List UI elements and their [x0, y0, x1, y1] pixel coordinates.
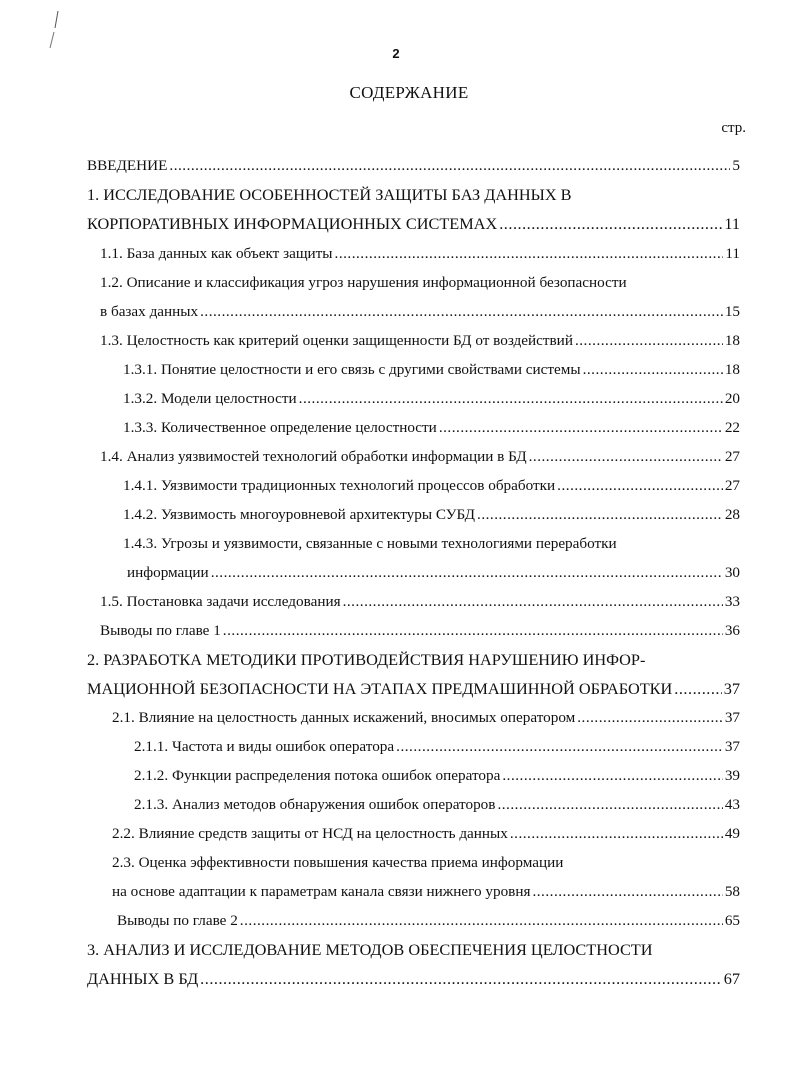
- dot-leader: [200, 298, 723, 326]
- toc-entry-text: 1. ИССЛЕДОВАНИЕ ОСОБЕННОСТЕЙ ЗАЩИТЫ БАЗ ДАННЫХ В: [87, 185, 572, 204]
- toc-entry-1-4-3[interactable]: [123, 530, 740, 558]
- toc-entry-page: 49: [724, 825, 740, 842]
- toc-entry-2-2[interactable]: [112, 820, 740, 848]
- toc-entry-page: 37: [723, 679, 740, 698]
- dot-leader: [674, 675, 721, 703]
- dot-leader: [583, 356, 723, 384]
- toc-entry-text: 2.1. Влияние на целостность данных искажений, вносимых оператором: [112, 709, 576, 726]
- toc-entry-2-1-2[interactable]: [134, 762, 740, 790]
- toc-entry-text: на основе адаптации к параметрам канала связи нижнего уровня: [112, 883, 531, 900]
- toc-entry-text: МАЦИОННОЙ БЕЗОПАСНОСТИ НА ЭТАПАХ ПРЕДМАШИННОЙ ОБРАБОТКИ: [87, 679, 673, 698]
- toc-entry-text: в базах данных: [100, 303, 199, 320]
- toc-entry-page: 58: [724, 883, 740, 900]
- toc-entry-text: 1.4. Анализ уязвимостей технологий обработки информации в БД: [100, 448, 527, 465]
- toc-entry-text: 2. РАЗРАБОТКА МЕТОДИКИ ПРОТИВОДЕЙСТВИЯ НАРУШЕНИЮ ИНФОР-: [87, 650, 646, 669]
- toc-entry-page: 67: [723, 969, 740, 988]
- dot-leader: [240, 907, 723, 935]
- dot-leader: [575, 327, 723, 355]
- toc-entry-text: 2.2. Влияние средств защиты от НСД на целостность данных: [112, 825, 508, 842]
- toc-entry-page: 33: [724, 593, 740, 610]
- toc-entry-page: 27: [724, 477, 740, 494]
- toc-entry-text: 1.3.2. Модели целостности: [123, 390, 297, 407]
- toc-entry-2-1[interactable]: [112, 704, 740, 732]
- page-number: 2: [392, 46, 400, 61]
- toc-entry-text: 3. АНАЛИЗ И ИССЛЕДОВАНИЕ МЕТОДОВ ОБЕСПЕЧЕНИЯ ЦЕЛОСТНОСТИ: [87, 940, 653, 959]
- toc-entry-text: 1.4.1. Уязвимости традиционных технологий процессов обработки: [123, 477, 556, 494]
- toc-entry-1-4-3-cont[interactable]: [127, 559, 740, 587]
- toc-entry-page: 43: [724, 796, 740, 813]
- toc-entry-text: 1.5. Постановка задачи исследования: [100, 593, 341, 610]
- toc-entry-page: 22: [724, 419, 740, 436]
- dot-leader: [510, 820, 723, 848]
- toc-entry-chapter-3-cont[interactable]: [87, 965, 740, 993]
- toc-entry-page: 20: [724, 390, 740, 407]
- toc-entry-page: 37: [724, 709, 740, 726]
- toc-entry-page: 18: [724, 361, 740, 378]
- dot-leader: [557, 472, 723, 500]
- dot-leader: [577, 704, 723, 732]
- dot-leader: [343, 588, 723, 616]
- toc-entry-page: 18: [724, 332, 740, 349]
- toc-entry-text: Выводы по главе 2: [117, 912, 238, 929]
- toc-entry-1-4[interactable]: [100, 443, 740, 471]
- toc-entry-text: 1.2. Описание и классификация угроз нарушения информационной безопасности: [100, 274, 627, 291]
- toc-title: СОДЕРЖАНИЕ: [349, 83, 469, 102]
- dot-leader: [299, 385, 723, 413]
- toc-entry-text: 1.1. База данных как объект защиты: [100, 245, 333, 262]
- toc-entry-text: ВВЕДЕНИЕ: [87, 157, 168, 174]
- toc-entry-chapter-1[interactable]: [87, 181, 740, 209]
- toc-entry-1-4-1[interactable]: [123, 472, 740, 500]
- toc-entry-page: 30: [724, 564, 740, 581]
- dot-leader: [529, 443, 723, 471]
- dot-leader: [396, 733, 723, 761]
- toc-entry-text: 1.4.3. Угрозы и уязвимости, связанные с новыми технологиями переработки: [123, 535, 617, 552]
- toc-entry-1-5[interactable]: [100, 588, 740, 616]
- dot-leader: [200, 965, 722, 993]
- toc-entry-1-4-2[interactable]: [123, 501, 740, 529]
- toc-entry-page: 37: [724, 738, 740, 755]
- toc-entry-page: 27: [724, 448, 740, 465]
- toc-entry-chapter-2-cont[interactable]: [87, 675, 740, 703]
- dot-leader: [439, 414, 723, 442]
- dot-leader: [502, 762, 722, 790]
- toc-entry-text: 1.3.3. Количественное определение целостности: [123, 419, 437, 436]
- toc-entry-text: информации: [127, 564, 209, 581]
- toc-entry-2-1-1[interactable]: [134, 733, 740, 761]
- toc-entry-text: 2.3. Оценка эффективности повышения качества приема информации: [112, 854, 564, 871]
- toc-entry-introduction[interactable]: [87, 152, 740, 180]
- toc-entry-text: Выводы по главе 1: [100, 622, 221, 639]
- toc-entry-page: 15: [724, 303, 740, 320]
- dot-leader: [532, 878, 722, 906]
- toc-entry-page: 11: [724, 214, 740, 233]
- toc-entry-2-1-3[interactable]: [134, 791, 740, 819]
- toc-entry-page: 36: [724, 622, 740, 639]
- toc-entry-2-3-cont[interactable]: [112, 878, 740, 906]
- toc-entry-text: КОРПОРАТИВНЫХ ИНФОРМАЦИОННЫХ СИСТЕМАХ: [87, 214, 498, 233]
- toc-entry-1-3-2[interactable]: [123, 385, 740, 413]
- toc-entry-text: 1.3.1. Понятие целостности и его связь с другими свойствами системы: [123, 361, 581, 378]
- pen-stroke-mark: [44, 10, 64, 50]
- dot-leader: [335, 240, 724, 268]
- page-column-label: стр.: [721, 120, 746, 136]
- dot-leader: [169, 152, 730, 180]
- toc-entry-text: 2.1.2. Функции распределения потока ошибок оператора: [134, 767, 501, 784]
- toc-entry-1-2[interactable]: [100, 269, 740, 297]
- toc-entry-1-2-cont[interactable]: [100, 298, 740, 326]
- toc-entry-page: 5: [732, 157, 740, 174]
- toc-entry-page: 65: [724, 912, 740, 929]
- toc-entry-1-3[interactable]: [100, 327, 740, 355]
- toc-entry-text: ДАННЫХ В БД: [87, 969, 199, 988]
- toc-entry-chapter-3[interactable]: [87, 936, 740, 964]
- toc-entry-text: 2.1.1. Частота и виды ошибок оператора: [134, 738, 395, 755]
- toc-entry-chapter-1-cont[interactable]: [87, 210, 740, 238]
- toc-entry-1-3-1[interactable]: [123, 356, 740, 384]
- toc-entry-page: 28: [724, 506, 740, 523]
- toc-entry-1-1[interactable]: [100, 240, 740, 268]
- dot-leader: [211, 559, 723, 587]
- dot-leader: [223, 617, 723, 645]
- dot-leader: [477, 501, 723, 529]
- toc-entry-2-3[interactable]: [112, 849, 740, 877]
- toc-entry-text: 1.4.2. Уязвимость многоуровневой архитектуры СУБД: [123, 506, 476, 523]
- toc-entry-text: 2.1.3. Анализ методов обнаружения ошибок операторов: [134, 796, 496, 813]
- toc-entry-text: 1.3. Целостность как критерий оценки защищенности БД от воздействий: [100, 332, 573, 349]
- dot-leader: [499, 210, 722, 238]
- toc-entry-1-3-3[interactable]: [123, 414, 740, 442]
- dot-leader: [497, 791, 722, 819]
- toc-entry-page: 11: [725, 245, 740, 262]
- toc-entry-chapter-2[interactable]: [87, 646, 740, 674]
- toc-entry-conclusions-1[interactable]: [100, 617, 740, 645]
- toc-entry-page: 39: [724, 767, 740, 784]
- toc-entry-conclusions-2[interactable]: [117, 907, 740, 935]
